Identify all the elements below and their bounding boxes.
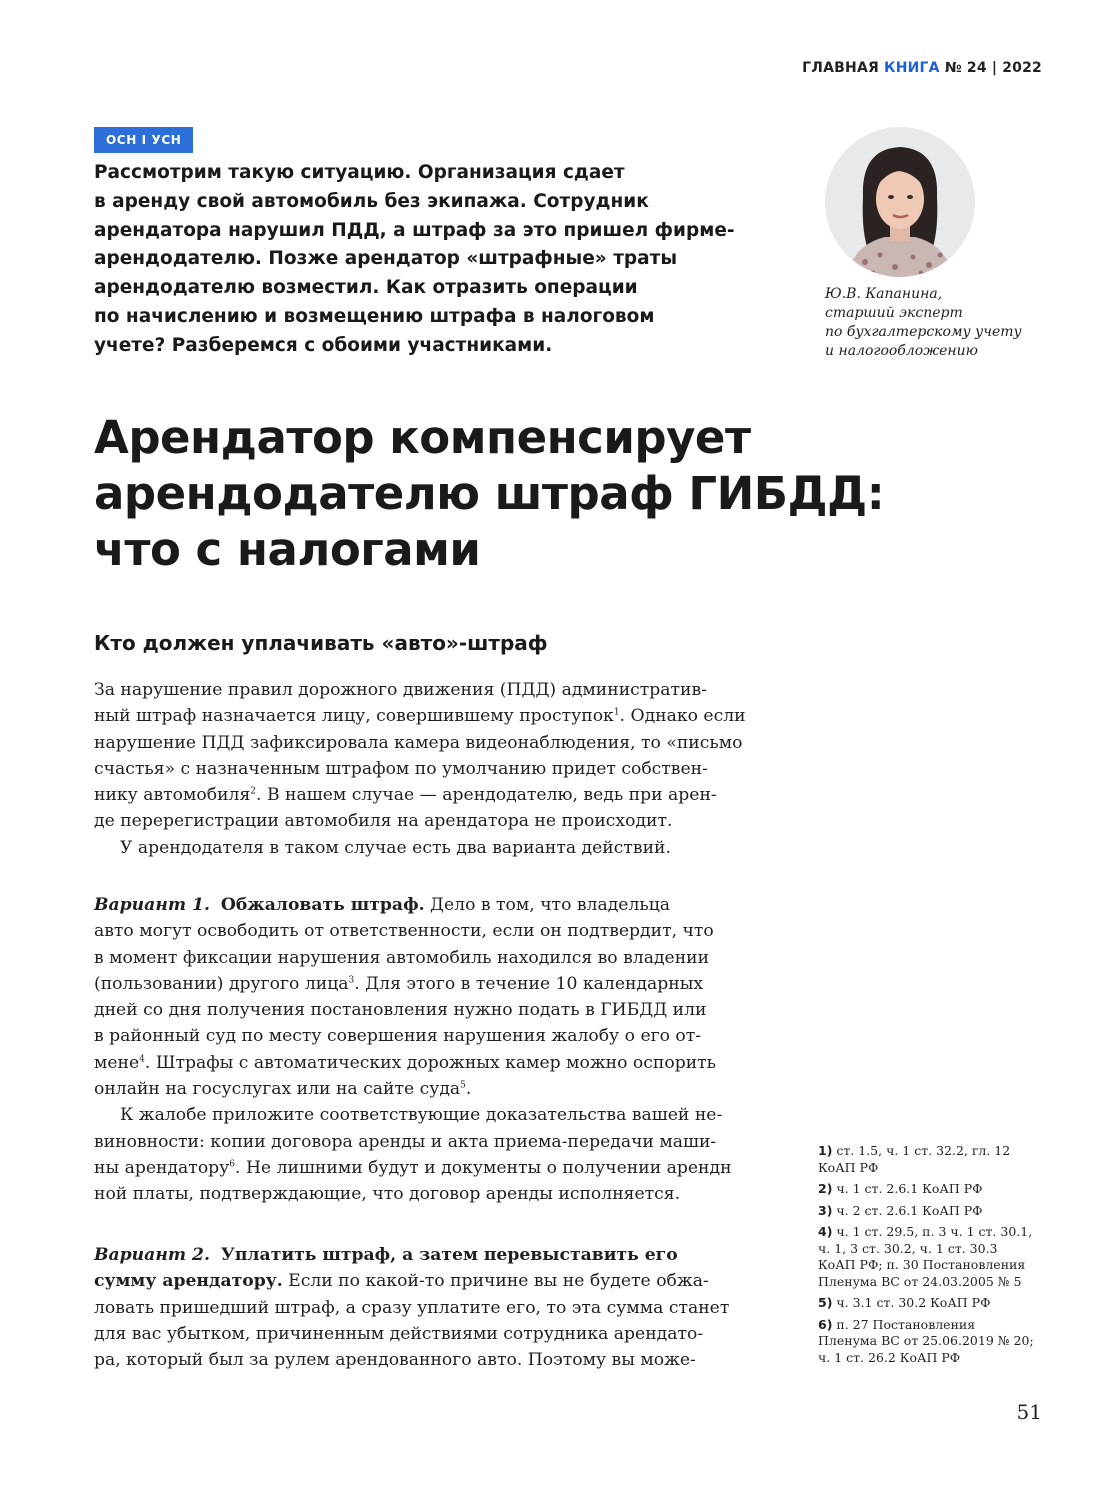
text-fragment: . xyxy=(465,1079,472,1100)
masthead-issue: № 24 | 2022 xyxy=(944,60,1042,76)
text-fragment: . Для этого в течение 10 календарных xyxy=(354,973,704,994)
text-fragment: . Штрафы с автоматических дорожных камер можно оспорить xyxy=(144,1052,717,1073)
footnote-text: ч. 1 ст. 2.6.1 КоАП РФ xyxy=(832,1181,983,1196)
page-number: 51 xyxy=(1016,1400,1042,1424)
footnote-ref: 4 xyxy=(139,1054,145,1065)
lead-line: арендодателю возместил. Как отразить операции xyxy=(94,277,638,299)
footnote-number: 6) xyxy=(818,1316,833,1332)
text-line xyxy=(94,1155,784,1181)
footnote-text: ч. 1 ст. 26.2 КоАП РФ xyxy=(818,1349,961,1365)
lead-line: арендодателю. Позже арендатор «штрафные» траты xyxy=(94,248,678,270)
text-line: счастья» с назначенным штрафом по умолчанию придет собствен- xyxy=(94,758,708,779)
footnote-ref: 2 xyxy=(250,786,257,797)
headline-line: что с налогами xyxy=(94,523,481,576)
author-photo xyxy=(825,127,975,277)
text-fragment: (пользовании) другого лица xyxy=(94,973,349,994)
text-line xyxy=(94,1076,784,1102)
author-caption xyxy=(825,285,1022,361)
lead-line: в аренду свой автомобиль без экипажа. Сотрудник xyxy=(94,190,649,212)
text-line: де перерегистрации автомобиля на арендатора не происходит. xyxy=(94,811,673,832)
footnote-text: КоАП РФ xyxy=(818,1159,879,1175)
text-fragment: Дело в том, что владельца xyxy=(424,895,671,915)
footnote-5 xyxy=(818,1295,1048,1312)
author-name: Ю.В. Капанина, xyxy=(825,286,943,302)
footnote-text: ч. 3.1 ст. 30.2 КоАП РФ xyxy=(832,1295,991,1310)
text-line: ловать пришедший штраф, а сразу уплатите его, то эта сумма станет xyxy=(94,1297,730,1318)
text-fragment: нику автомобиля xyxy=(94,785,251,806)
lead-line: арендатора нарушил ПДД, а штраф за это пришел фирме- xyxy=(94,219,735,241)
text-fragment: мене xyxy=(94,1052,140,1073)
author-role: старший эксперт xyxy=(825,305,963,321)
text-line: нарушение ПДД зафиксировала камера видеонаблюдения, то «письмо xyxy=(94,732,743,753)
text-line xyxy=(94,971,784,997)
text-line: ной платы, подтверждающие, что договор аренды исполняется. xyxy=(94,1184,681,1205)
text-fragment: . Не лишними будут и документы о получении арендн xyxy=(235,1157,732,1178)
article-headline xyxy=(94,410,884,578)
lead-line: по начислению и возмещению штрафа в налоговом xyxy=(94,305,655,327)
footnote-number: 2) xyxy=(818,1181,833,1196)
footnote-text: ст. 1.5, ч. 1 ст. 32.2, гл. 12 xyxy=(832,1143,1011,1158)
footnote-number: 3) xyxy=(818,1202,833,1218)
text-line: У арендодателя в таком случае есть два варианта действий. xyxy=(120,837,671,858)
footnote-1 xyxy=(818,1143,1048,1176)
masthead-accent: КНИГА xyxy=(884,60,940,76)
variant-label: Вариант 1. xyxy=(94,895,210,915)
text-fragment: Если по какой-то причине вы не будете обжа- xyxy=(282,1271,709,1292)
footnote-2 xyxy=(818,1181,1048,1198)
variant-title: сумму арендатору. xyxy=(94,1271,283,1292)
author-portrait-illustration xyxy=(825,127,975,277)
text-line: для вас убытком, причиненным действиями сотрудника арендато- xyxy=(94,1323,704,1344)
body-paragraph-1 xyxy=(94,677,784,861)
rubric-tag: ОСН I УСН xyxy=(94,127,193,153)
masthead-title: ГЛАВНАЯ xyxy=(802,60,879,76)
text-line: авто могут освободить от ответственности, если он подтвердит, что xyxy=(94,921,714,942)
footnote-text: Пленума ВС от 24.03.2005 № 5 xyxy=(818,1273,1022,1289)
lead-paragraph xyxy=(94,159,784,361)
variant-title: Обжаловать штраф. xyxy=(220,895,425,915)
lead-line: учете? Разберемся с обоими участниками. xyxy=(94,334,553,356)
variant-title: Уплатить штраф, а затем перевыставить его xyxy=(220,1245,678,1265)
footnote-text: ч. 2 ст. 2.6.1 КоАП РФ xyxy=(832,1202,983,1218)
footnote-number: 5) xyxy=(818,1295,833,1310)
footnote-ref: 3 xyxy=(348,975,355,986)
footnote-ref: 1 xyxy=(613,707,620,718)
text-line xyxy=(94,1242,784,1268)
footnote-ref: 5 xyxy=(460,1080,466,1091)
text-line xyxy=(94,703,784,729)
text-line: виновности: копии договора аренды и акта приема-передачи маши- xyxy=(94,1131,717,1152)
footnote-text: ч. 1, 3 ст. 30.2, ч. 1 ст. 30.3 xyxy=(818,1240,998,1256)
footnotes xyxy=(818,1143,1048,1371)
text-line xyxy=(94,1268,784,1294)
text-line: ра, который был за рулем арендованного авто. Поэтому вы може- xyxy=(94,1350,696,1371)
lead-line: Рассмотрим такую ситуацию. Организация сдает xyxy=(94,162,625,183)
text-fragment: ный штраф назначается лицу, совершившему проступок xyxy=(94,706,614,727)
footnote-ref: 6 xyxy=(229,1159,236,1170)
headline-line: арендодателю штраф ГИБДД: xyxy=(94,467,885,520)
footnote-4 xyxy=(818,1224,1048,1290)
footnote-6 xyxy=(818,1317,1048,1367)
text-line: дней со дня получения постановления нужно подать в ГИБДД или xyxy=(94,1000,707,1021)
text-line xyxy=(94,782,784,808)
text-line: За нарушение правил дорожного движения (ПДД) административ- xyxy=(94,680,707,700)
variant-label: Вариант 2. xyxy=(94,1245,210,1265)
footnote-text: п. 27 Постановления xyxy=(832,1316,976,1332)
headline-line: Арендатор компенсирует xyxy=(94,411,751,464)
text-fragment: . Однако если xyxy=(619,706,746,727)
text-fragment: . В нашем случае — арендодателю, ведь при арен- xyxy=(256,785,717,806)
variant-2-section xyxy=(94,1242,784,1373)
masthead xyxy=(802,60,1042,76)
author-role: по бухгалтерскому учету xyxy=(825,324,1022,340)
text-line: К жалобе приложите соответствующие доказательства вашей не- xyxy=(120,1105,723,1126)
text-line: в районный суд по месту совершения нарушения жалобу о его от- xyxy=(94,1026,702,1047)
text-fragment: онлайн на госуслугах или на сайте суда xyxy=(94,1079,461,1100)
section-subheading: Кто должен уплачивать «авто»-штраф xyxy=(94,631,548,655)
footnote-3 xyxy=(818,1203,1048,1220)
text-line: в момент фиксации нарушения автомобиль находился во владении xyxy=(94,947,710,968)
footnote-text: ч. 1 ст. 29.5, п. 3 ч. 1 ст. 30.1, xyxy=(832,1224,1033,1239)
text-line xyxy=(94,1050,784,1076)
footnote-number: 1) xyxy=(818,1143,833,1158)
footnote-number: 4) xyxy=(818,1224,833,1239)
footnote-text: КоАП РФ; п. 30 Постановления xyxy=(818,1257,1026,1272)
variant-1-section xyxy=(94,892,784,1208)
text-line xyxy=(94,892,784,918)
author-role: и налогообложению xyxy=(825,343,978,359)
text-fragment: ны арендатору xyxy=(94,1157,230,1178)
footnote-text: Пленума ВС от 25.06.2019 № 20; xyxy=(818,1333,1034,1348)
